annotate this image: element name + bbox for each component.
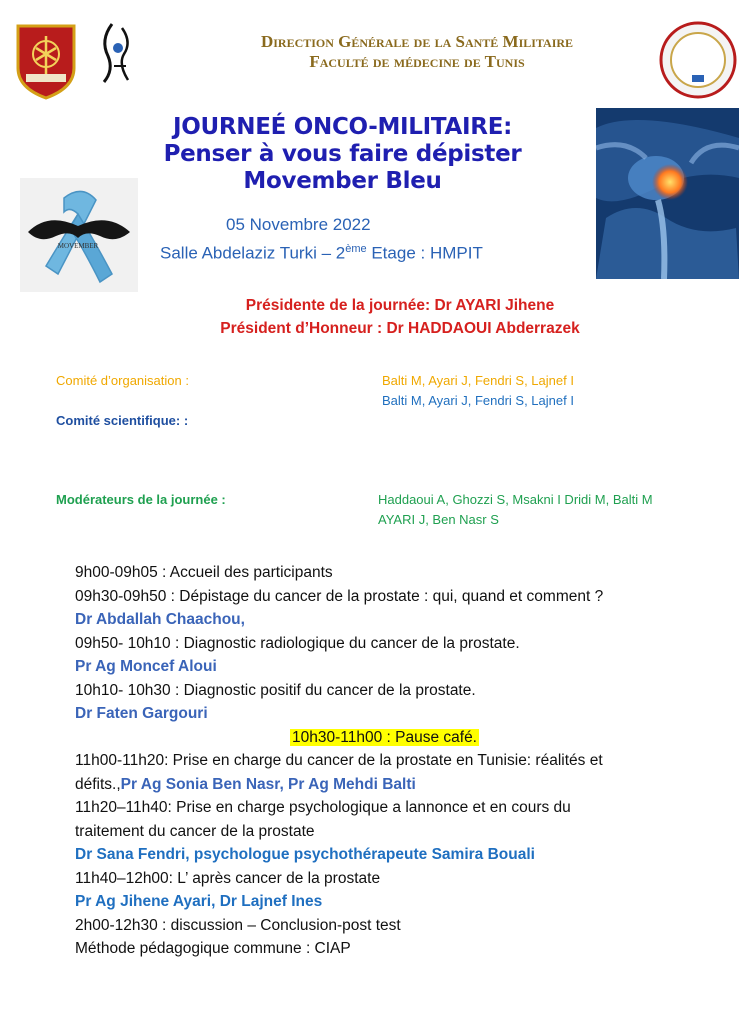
program-item: 11h40–12h00: L’ après cancer de la prostate (75, 869, 381, 887)
military-hospital-seal-logo (658, 20, 738, 100)
program-item: 11h20–11h40: Prise en charge psychologique a lannonce et en cours du (75, 799, 571, 816)
program-speaker: Pr Ag Moncef Aloui (75, 658, 217, 675)
sci-committee-members: Balti M, Ayari J, Fendri S, Lajnef I (382, 393, 574, 408)
header-direction: Direction Générale de la Santé Militaire (260, 32, 574, 51)
movember-ribbon-image (20, 178, 138, 292)
coffee-break (75, 726, 715, 750)
title-line-3: Movember Bleu (243, 168, 442, 194)
program-speaker: Pr Ag Jihene Ayari, Dr Lajnef Ines (75, 893, 323, 910)
honor-president: Président d’Honneur : Dr HADDAOUI Abderrazek (220, 320, 580, 337)
program-item: 9h00-09h05 : Accueil des participants (75, 564, 333, 581)
moderators-line-2: AYARI J, Ben Nasr S (378, 512, 499, 527)
moderators-label: Modérateurs de la journée : (56, 492, 226, 507)
moderators-line-1: Haddaoui A, Ghozzi S, Msakni I Dridi M, Balti M (378, 492, 653, 507)
org-committee-members: Balti M, Ayari J, Fendri S, Lajnef I (382, 373, 574, 388)
president: Présidente de la journée: Dr AYARI Jihene (245, 297, 555, 314)
header-faculty: Faculté de médecine de Tunis (309, 52, 525, 71)
sci-committee-label: Comité scientifique: : (56, 413, 189, 428)
org-committee-label: Comité d’organisation : (56, 373, 189, 388)
program-item: 2h00-12h30 : discussion – Conclusion-post test (75, 916, 401, 934)
program-item: défits.,Pr Ag Sonia Ben Nasr, Pr Ag Mehdi Balti (75, 775, 416, 793)
program-speaker: Dr Abdallah Chaachou, (75, 611, 245, 628)
program-item: traitement du cancer de la prostate (75, 822, 315, 840)
military-health-emblem-logo (14, 22, 78, 100)
title-line-1: JOURNEÉ ONCO-MILITAIRE: (172, 114, 513, 140)
coffee-break-label: 10h30-11h00 : Pause café. (292, 728, 477, 746)
program-item: Méthode pédagogique commune : CIAP (75, 940, 351, 957)
program-item: 09h50- 10h10 : Diagnostic radiologique du cancer de la prostate. (75, 634, 520, 652)
prostate-anatomy-image (596, 108, 739, 279)
movember-label: MOVEMBER (57, 242, 99, 250)
program-item: 09h30-09h50 : Dépistage du cancer de la prostate : qui, quand et comment ? (75, 587, 604, 605)
program-list (75, 561, 715, 961)
event-venue: Salle Abdelaziz Turki – 2ème Etage : HMPIT (160, 243, 483, 263)
program-speaker: Dr Faten Gargouri (75, 705, 208, 722)
event-date: 05 Novembre 2022 (226, 215, 371, 234)
program-item: 10h10- 10h30 : Diagnostic positif du cancer de la prostate. (75, 681, 476, 699)
faculty-medicine-logo (94, 20, 140, 88)
program-speaker: Dr Sana Fendri, psychologue psychothérapeute Samira Bouali (75, 846, 535, 863)
program-item: 11h00-11h20: Prise en charge du cancer de la prostate en Tunisie: réalités et (75, 752, 603, 769)
title-line-2: Penser à vous faire dépister (163, 141, 522, 167)
